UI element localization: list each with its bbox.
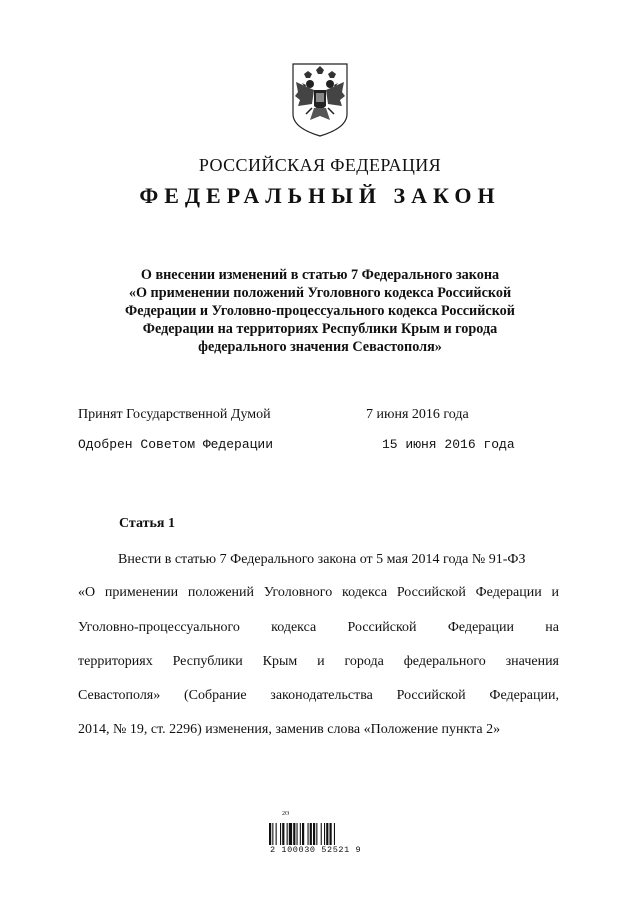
article-heading: Статья 1 <box>119 516 175 531</box>
document-type: ФЕДЕРАЛЬНЫЙ ЗАКОН <box>139 183 501 208</box>
barcode-mark: 2ʘ <box>282 811 290 817</box>
barcode-number: 2 100030 52521 9 <box>270 845 362 855</box>
law-title <box>110 266 530 356</box>
article-text-line: «О применении положений Уголовного кодекса Российской Федерации и <box>78 585 559 600</box>
duma-adoption-label: Принят Государственной Думой <box>78 407 271 422</box>
duma-adoption-date: 7 июня 2016 года <box>366 407 469 422</box>
law-title-line: «О применении положений Уголовного кодекса Российской <box>128 285 512 301</box>
law-title-line: Федерации и Уголовно-процессуального кодекса Российской <box>125 303 515 319</box>
country-name: РОССИЙСКАЯ ФЕДЕРАЦИЯ <box>198 155 442 175</box>
law-title-line: О внесении изменений в статью 7 Федерального закона <box>140 267 500 283</box>
council-approval-label: Одобрен Советом Федерации <box>78 437 274 452</box>
article-text-line: Севастополя» (Собрание законодательства Российской Федерации, <box>78 688 559 703</box>
article-text-line: 2014, № 19, ст. 2296) изменения, заменив слова «Положение пункта 2» <box>78 722 501 737</box>
law-title-line: Федерации на территориях Республики Крым и города <box>142 321 498 337</box>
article-text-line: Внести в статью 7 Федерального закона от 5 мая 2014 года № 91-ФЗ <box>118 552 526 567</box>
law-title-line: федерального значения Севастополя» <box>198 339 442 355</box>
barcode-icon <box>268 823 372 847</box>
russian-coat-of-arms-icon <box>290 62 350 138</box>
article-text-line: Уголовно-процессуального кодекса Российской Федерации на <box>78 620 559 635</box>
article-text-line: территориях Республики Крым и города федерального значения <box>78 654 559 669</box>
council-approval-date: 15 июня 2016 года <box>382 437 515 452</box>
